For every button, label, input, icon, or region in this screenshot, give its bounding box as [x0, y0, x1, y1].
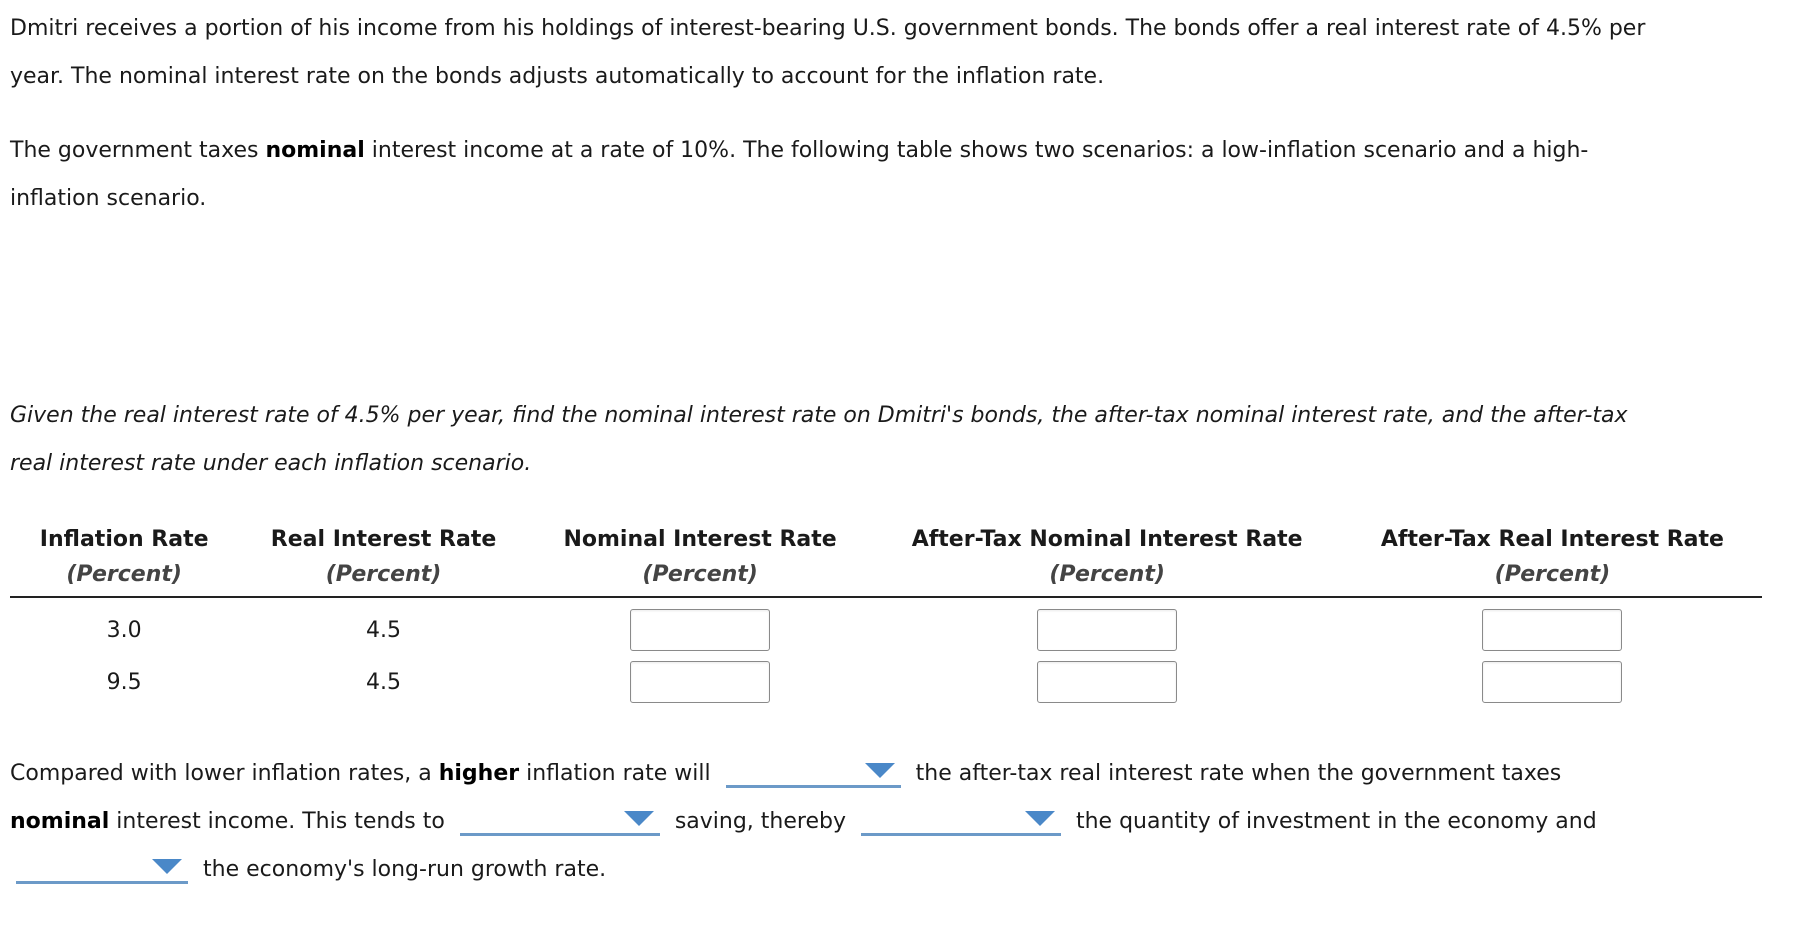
- dropdown-effect-on-investment[interactable]: [861, 807, 1061, 836]
- caret-down-icon: [152, 859, 182, 874]
- nominal-rate-input[interactable]: [630, 609, 770, 651]
- tax-line-1-start: The government taxes: [10, 138, 266, 163]
- after-tax-real-input[interactable]: [1482, 609, 1622, 651]
- question-prompt: [10, 392, 1628, 488]
- tax-line-2: inflation scenario.: [10, 186, 207, 211]
- caret-down-icon: [624, 811, 654, 826]
- fill-text-1: Compared with lower inflation rates, a: [10, 761, 439, 786]
- header-inflation-rate: Inflation Rate: [39, 527, 209, 552]
- fill-text-2: inflation rate will: [519, 761, 711, 786]
- dropdown-effect-on-real-rate[interactable]: [726, 759, 901, 788]
- fill-text-5: saving, thereby: [674, 809, 846, 834]
- intro-paragraph: [10, 5, 1645, 101]
- prompt-line-2: real interest rate under each inflation scenario.: [10, 451, 532, 476]
- rates-table: [10, 510, 1762, 708]
- unit-label: (Percent): [871, 552, 1342, 597]
- header-real-interest-rate: Real Interest Rate: [270, 527, 497, 552]
- table-header-row: [10, 510, 1762, 552]
- header-nominal-interest-rate: Nominal Interest Rate: [563, 527, 837, 552]
- unit-label: (Percent): [1343, 552, 1762, 597]
- nominal-rate-input[interactable]: [630, 661, 770, 703]
- tax-paragraph: [10, 127, 1588, 223]
- unit-label: (Percent): [238, 552, 528, 597]
- fill-text-4: interest income. This tends to: [109, 809, 445, 834]
- prompt-line-1: Given the real interest rate of 4.5% per year, find the nominal interest rate on Dmitri's bonds, the after-tax nominal interest rate, and the after-tax: [10, 403, 1628, 428]
- fill-text-higher: higher: [438, 761, 520, 786]
- after-tax-nominal-input[interactable]: [1037, 661, 1177, 703]
- intro-line-1: Dmitri receives a portion of his income from his holdings of interest-bearing U.S. government bonds. The bonds offer a real interest rate of 4.5% per: [10, 16, 1646, 41]
- fill-text-3: the after-tax real interest rate when the government taxes: [915, 761, 1562, 786]
- unit-label: (Percent): [10, 552, 238, 597]
- tax-line-1-bold: nominal: [265, 138, 365, 163]
- header-after-tax-real-rate: After-Tax Real Interest Rate: [1380, 527, 1724, 552]
- fill-text-6: the quantity of investment in the economy and: [1075, 809, 1597, 834]
- inflation-rate-value: 9.5: [106, 669, 142, 695]
- real-interest-rate-value: 4.5: [366, 617, 402, 643]
- inflation-rate-value: 3.0: [106, 617, 142, 643]
- after-tax-real-cell: [1343, 656, 1762, 708]
- after-tax-nominal-cell: [871, 597, 1342, 656]
- caret-down-icon: [865, 763, 895, 778]
- table-row: [10, 656, 1762, 708]
- after-tax-nominal-input[interactable]: [1037, 609, 1177, 651]
- fill-text-7: the economy's long-run growth rate.: [203, 857, 607, 882]
- header-after-tax-nominal-rate: After-Tax Nominal Interest Rate: [911, 527, 1303, 552]
- nominal-rate-cell: [529, 656, 872, 708]
- after-tax-nominal-cell: [871, 656, 1342, 708]
- nominal-rate-cell: [529, 597, 872, 656]
- dropdown-effect-on-growth[interactable]: [16, 855, 188, 884]
- fill-text-nominal: nominal: [10, 809, 110, 834]
- fill-in-paragraph: [10, 750, 1790, 894]
- table-unit-row: [10, 552, 1762, 597]
- intro-line-2: year. The nominal interest rate on the bonds adjusts automatically to account for the inflation rate.: [10, 64, 1105, 89]
- caret-down-icon: [1025, 811, 1055, 826]
- real-interest-rate-value: 4.5: [366, 669, 402, 695]
- after-tax-real-input[interactable]: [1482, 661, 1622, 703]
- after-tax-real-cell: [1343, 597, 1762, 656]
- table-row: [10, 597, 1762, 656]
- unit-label: (Percent): [529, 552, 872, 597]
- tax-line-1-end: interest income at a rate of 10%. The following table shows two scenarios: a low-inflation scenario and a high-: [364, 138, 1589, 163]
- dropdown-effect-on-saving[interactable]: [460, 807, 660, 836]
